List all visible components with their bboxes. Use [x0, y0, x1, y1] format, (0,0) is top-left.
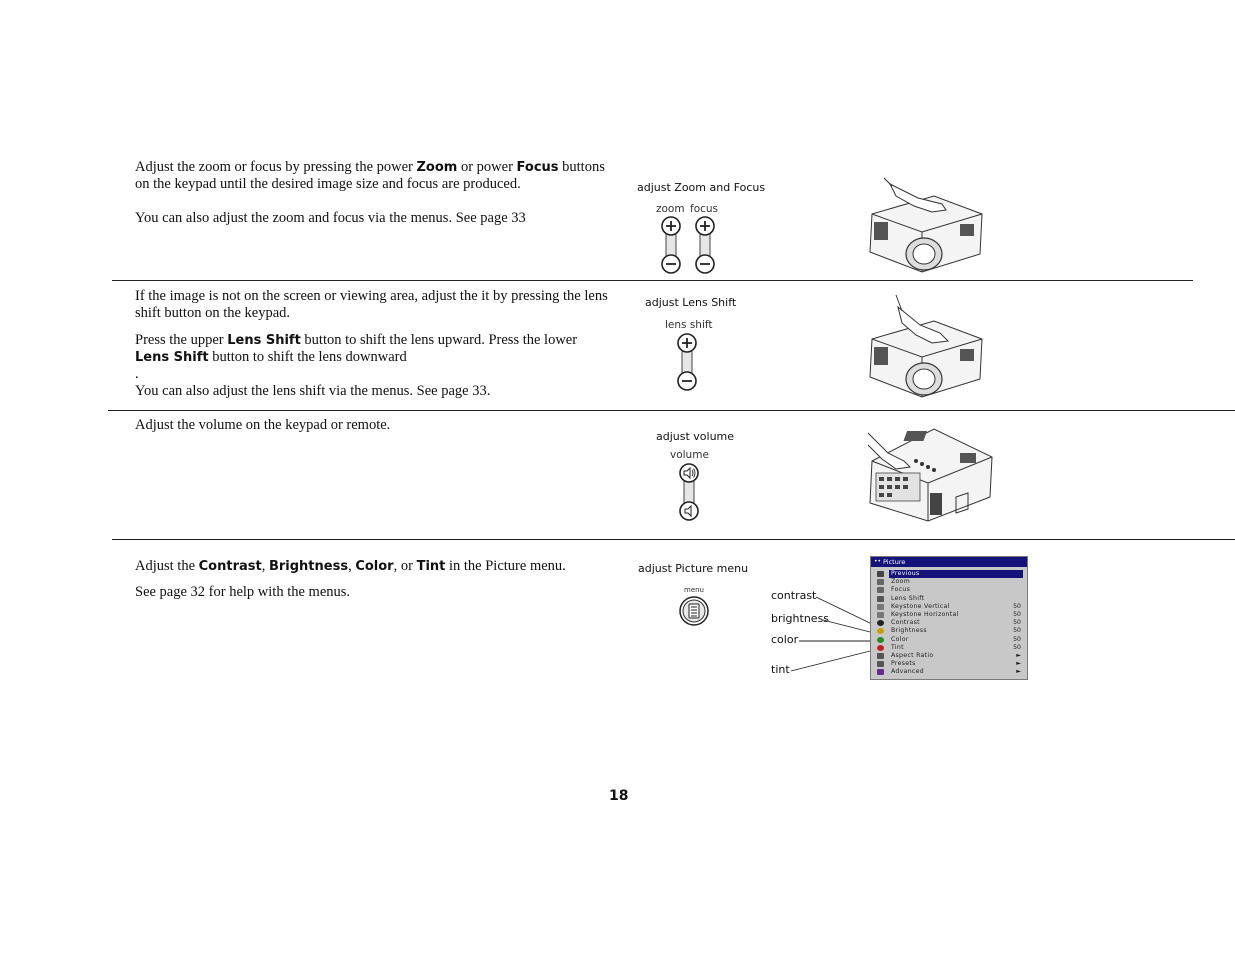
osd-menu-item — [871, 603, 1027, 611]
osd-menu-item-label: Previous — [889, 570, 1023, 578]
text-run: button to shift the lens upward. Press the lower — [300, 332, 578, 348]
osd-menu-item-label: Focus — [891, 586, 911, 594]
keystone-horizontal-icon — [877, 612, 884, 618]
osd-menu-item-value: 50 — [1013, 602, 1021, 610]
osd-menu-item-label: Lens Shift — [891, 594, 925, 602]
bold-term: Tint — [416, 559, 446, 574]
text-run: . — [135, 366, 139, 382]
text-run: Adjust the — [135, 558, 199, 574]
osd-menu-item — [871, 660, 1027, 668]
osd-menu-item — [871, 644, 1027, 652]
keystone-vertical-icon — [877, 604, 884, 610]
back-arrow-icon — [877, 571, 884, 577]
osd-menu-item-label: Color — [891, 635, 909, 643]
text-run: or power — [457, 159, 517, 175]
text-run: buttons on the keypad until the desired image size and focus are produced. — [135, 159, 605, 192]
osd-menu-item — [871, 570, 1027, 578]
osd-title: •• Picture — [871, 557, 1027, 567]
bold-term: Focus — [516, 160, 559, 175]
osd-menu-item-label: Tint — [891, 643, 904, 651]
text-run: in the Picture menu. — [445, 558, 566, 574]
osd-menu-item-value: 50 — [1013, 635, 1021, 643]
osd-menu-item-label: Aspect Ratio — [891, 651, 934, 659]
button-label-volume: volume — [670, 449, 709, 461]
caption-lens-shift: adjust Lens Shift — [645, 296, 737, 309]
lens-shift-icon — [877, 596, 884, 602]
osd-menu-item-label: Keystone Horizontal — [891, 610, 959, 618]
osd-menu-item-value: 50 — [1013, 619, 1021, 627]
osd-menu-item — [871, 611, 1027, 619]
leader-line-brightness — [823, 620, 874, 633]
contrast-icon — [877, 620, 884, 626]
tint-icon — [877, 645, 884, 651]
caption-volume: adjust volume — [656, 430, 735, 443]
osd-menu-item — [871, 668, 1027, 676]
text-run: Adjust the volume on the keypad or remote. — [135, 417, 391, 433]
brightness-icon — [877, 628, 884, 634]
osd-menu-item-label: Presets — [891, 660, 916, 668]
callout-tint: tint — [771, 663, 790, 676]
text-run: , — [261, 558, 269, 574]
osd-menu-item-label: Keystone Vertical — [891, 602, 950, 610]
bold-term: Zoom — [416, 160, 458, 175]
osd-menu-item — [871, 595, 1027, 603]
presets-icon — [877, 661, 884, 667]
color-icon — [877, 637, 884, 643]
bold-term: Contrast — [198, 559, 262, 574]
osd-menu-item-label: Contrast — [891, 619, 920, 627]
bold-term: Lens Shift — [227, 333, 301, 348]
osd-menu-item-value: 50 — [1013, 643, 1021, 651]
text-run: See page 32 for help with the menus. — [135, 584, 351, 600]
focus-icon — [877, 587, 884, 593]
osd-item-list — [871, 567, 1027, 676]
text-run: If the image is not on the screen or viewing area, adjust the it by pressing the lens shift button on the keypad. — [135, 288, 608, 321]
osd-menu-item-label: Brightness — [891, 627, 927, 635]
osd-menu-item — [871, 586, 1027, 594]
osd-menu-item — [871, 578, 1027, 586]
page-number: 18 — [609, 788, 629, 804]
text-run: button to shift the lens downward — [208, 349, 407, 365]
bold-term: Lens Shift — [135, 350, 209, 365]
button-label-menu: menu — [684, 586, 704, 594]
button-label-focus: focus — [690, 203, 719, 215]
text-run: You can also adjust the lens shift via the menus. See page 33. — [135, 383, 491, 399]
text-run: Adjust the zoom or focus by pressing the power — [135, 159, 417, 175]
zoom-icon — [877, 579, 884, 585]
text-run: , — [348, 558, 356, 574]
advanced-icon — [877, 669, 884, 675]
text-run: Press the upper — [135, 332, 228, 348]
callout-contrast: contrast — [771, 589, 817, 602]
callout-color: color — [771, 633, 799, 646]
button-label-zoom: zoom — [656, 203, 685, 215]
button-label-lens-shift: lens shift — [665, 319, 713, 331]
aspect-ratio-icon — [877, 653, 884, 659]
text-run: , or — [393, 558, 417, 574]
bold-term: Color — [355, 559, 394, 574]
bold-term: Brightness — [268, 559, 349, 574]
osd-menu-item-value: 50 — [1013, 610, 1021, 618]
osd-menu-item-label: Advanced — [891, 668, 924, 676]
osd-menu-item — [871, 619, 1027, 627]
picture-menu-screenshot — [870, 556, 1028, 680]
text-run: You can also adjust the zoom and focus via the menus. See page 33 — [135, 210, 526, 226]
osd-menu-item — [871, 636, 1027, 644]
osd-menu-item — [871, 652, 1027, 660]
caption-picture-menu: adjust Picture menu — [638, 562, 749, 575]
osd-menu-item-value: ► — [1016, 651, 1021, 659]
callout-brightness: brightness — [771, 612, 830, 625]
osd-menu-item-value: ► — [1016, 668, 1021, 676]
osd-menu-item — [871, 627, 1027, 635]
osd-menu-item-label: Zoom — [891, 578, 911, 586]
osd-menu-item-value: ► — [1016, 660, 1021, 668]
caption-zoom-focus: adjust Zoom and Focus — [637, 181, 766, 194]
osd-menu-item-value: 50 — [1013, 627, 1021, 635]
leader-line-tint — [791, 650, 874, 671]
